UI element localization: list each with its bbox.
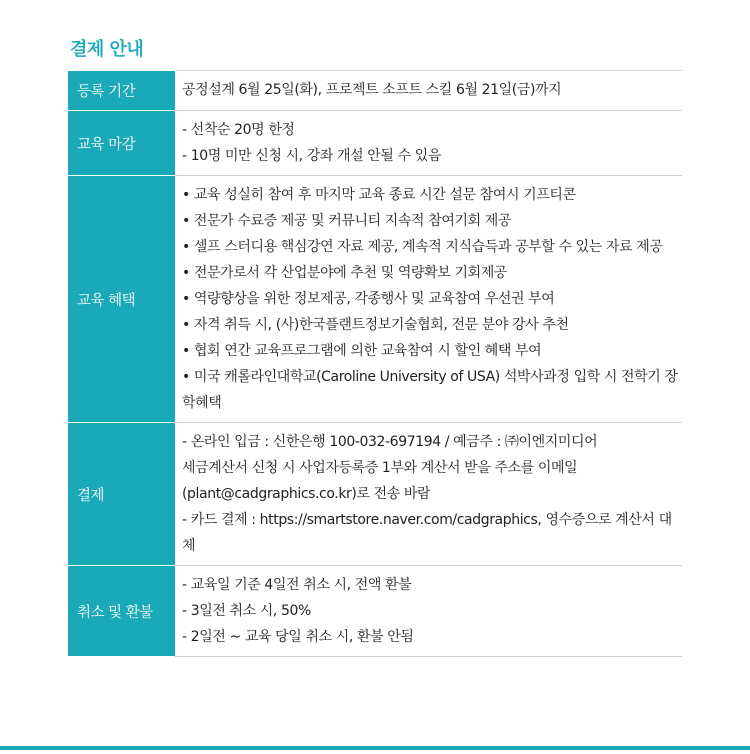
row-content: [175, 176, 682, 423]
content-line: • 미국 캐롤라인대학교(Caroline University of USA) 석박사과정 입학 시 전학기 장학혜택: [182, 369, 678, 411]
content-line: - 3일전 취소 시, 50%: [182, 603, 311, 619]
table-row-refund: [68, 566, 682, 657]
content-line: - 10명 미만 신청 시, 강좌 개설 안될 수 있음: [182, 148, 442, 164]
content-line: - 교육일 기준 4일전 취소 시, 전액 환불: [182, 577, 412, 593]
content-line: 공정설계 6월 25일(화), 프로젝트 소프트 스킬 6월 21일(금)까지: [182, 82, 562, 98]
row-header: 교육 마감: [68, 111, 175, 176]
content-line: • 자격 취득 시, (사)한국플랜트정보기술협회, 전문 분야 강사 추천: [182, 317, 569, 333]
content-line: - 카드 결제 : https://smartstore.naver.com/cadgraphics, 영수증으로 계산서 대체: [182, 512, 672, 554]
row-header: 교육 혜택: [68, 176, 175, 423]
row-content: [175, 111, 682, 176]
content-line: • 셀프 스터디용 핵심강연 자료 제공, 계속적 지식습득과 공부할 수 있는 자료 제공: [182, 239, 663, 255]
row-header: 취소 및 환불: [68, 566, 175, 657]
content-line: • 교육 성실히 참여 후 마지막 교육 종료 시간 설문 참여시 기프티콘: [182, 187, 576, 203]
content-line: • 역량향상을 위한 정보제공, 각종행사 및 교육참여 우선권 부여: [182, 291, 555, 307]
row-content: [175, 71, 682, 111]
bottom-divider: [0, 746, 750, 750]
content-line: - 온라인 입금 : 신한은행 100-032-697194 / 예금주 : ㈜이엔지미디어: [182, 434, 598, 450]
row-content: [175, 566, 682, 657]
content-line: • 전문가 수료증 제공 및 커뮤니티 지속적 참여기회 제공: [182, 213, 511, 229]
content-line: • 전문가로서 각 산업분야에 추천 및 역량확보 기회제공: [182, 265, 507, 281]
table-row-benefits: [68, 176, 682, 423]
content-line: • 협회 연간 교육프로그램에 의한 교육참여 시 할인 혜택 부여: [182, 343, 542, 359]
section-title: 결제 안내: [70, 39, 144, 60]
content-line: - 선착순 20명 한정: [182, 122, 295, 138]
table-row-registration: [68, 71, 682, 111]
row-header: 등록 기간: [68, 71, 175, 111]
table-row-payment: [68, 423, 682, 566]
content-line: 세금계산서 신청 시 사업자등록증 1부와 계산서 받을 주소를 이메일 (plant@cadgraphics.co.kr)로 전송 바람: [182, 460, 578, 502]
table-row-deadline: [68, 111, 682, 176]
row-header: 결제: [68, 423, 175, 566]
content-line: - 2일전 ~ 교육 당일 취소 시, 환불 안됨: [182, 629, 414, 645]
row-content: [175, 423, 682, 566]
payment-info-table: [68, 70, 682, 657]
